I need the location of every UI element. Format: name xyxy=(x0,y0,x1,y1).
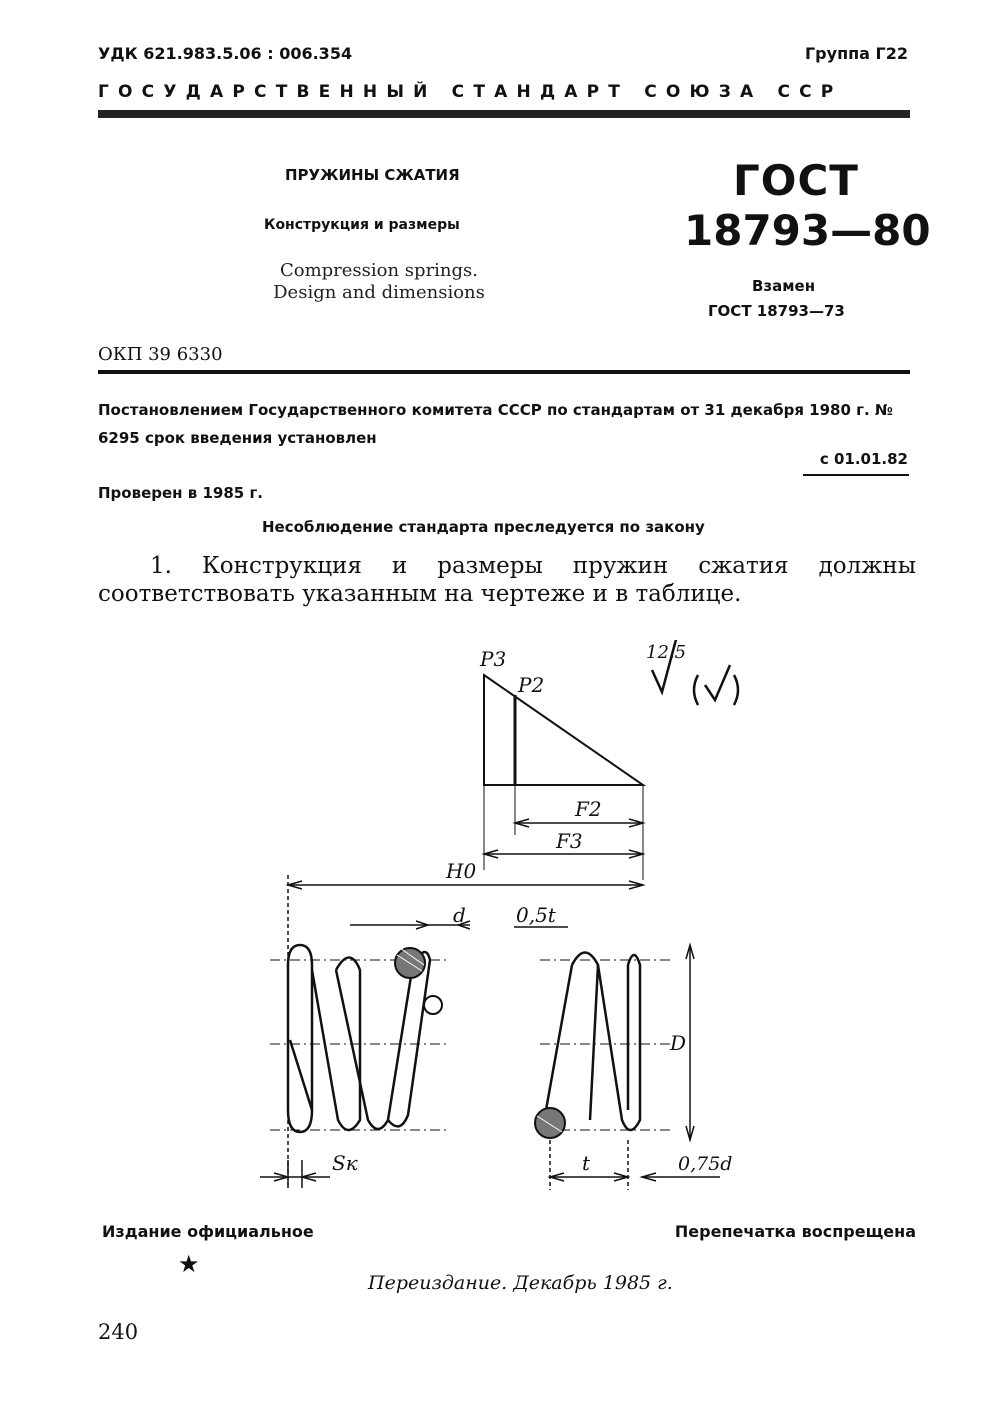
dimension-sk xyxy=(260,1160,330,1188)
label-D: D xyxy=(670,1031,687,1055)
label-sk: Sк xyxy=(332,1151,358,1175)
label-roughness: 12,5 xyxy=(646,642,687,663)
document-title: ПРУЖИНЫ СЖАТИЯ xyxy=(285,166,460,184)
document-subtitle: Конструкция и размеры xyxy=(264,217,460,233)
left-coil-section xyxy=(270,945,450,1132)
label-d: d xyxy=(453,903,466,927)
paragraph-1: 1. Конструкция и размеры пружин сжатия должны соответствовать указанным на чертеже и в таблице. xyxy=(98,553,916,607)
checked-year: Проверен в 1985 г. xyxy=(98,484,263,502)
label-p3: P3 xyxy=(480,647,507,671)
label-h0: H0 xyxy=(446,859,477,883)
header-divider xyxy=(98,110,910,118)
udk-code: УДК 621.983.5.06 : 006.354 xyxy=(98,44,353,63)
label-0-75d: 0,75d xyxy=(678,1153,733,1175)
decree-text: Постановлением Государственного комитета СССР по стандартам от 31 декабря 1980 г. № 6295 срок введения установлен xyxy=(98,401,893,447)
replaces-value: ГОСТ 18793—73 xyxy=(708,302,845,320)
gost-number: 18793—80 xyxy=(684,206,931,255)
okp-code: ОКП 39 6330 xyxy=(98,344,223,365)
english-title-line-1: Compression springs. xyxy=(279,260,479,281)
document-title-english xyxy=(264,260,494,304)
dimension-D xyxy=(686,945,694,1140)
reissue-note: Переиздание. Декабрь 1985 г. xyxy=(368,1272,673,1294)
official-edition: Издание официальное xyxy=(102,1222,314,1241)
introduction-date-underline xyxy=(803,474,909,476)
violation-notice: Несоблюдение стандарта преследуется по закону xyxy=(262,518,705,536)
label-f3: F3 xyxy=(556,829,583,853)
section-divider xyxy=(98,370,910,374)
spring-drawing xyxy=(250,640,770,1200)
state-standard-title: ГОСУДАРСТВЕННЫЙ СТАНДАРТ СОЮЗА ССР xyxy=(98,82,843,102)
label-p2: P2 xyxy=(518,673,545,697)
dimension-d xyxy=(350,921,470,929)
star-icon: ★ xyxy=(178,1250,200,1278)
label-half-t: 0,5t xyxy=(516,903,556,927)
reprint-prohibited: Перепечатка воспрещена xyxy=(674,1222,916,1241)
label-f2: F2 xyxy=(575,797,602,821)
right-coil-section xyxy=(535,953,670,1139)
replaces-label: Взамен xyxy=(752,277,816,295)
gost-label: ГОСТ xyxy=(733,156,859,205)
page-number: 240 xyxy=(98,1320,139,1344)
english-title-line-2: Design and dimensions xyxy=(273,282,485,303)
group-code: Группа Г22 xyxy=(804,44,908,63)
label-t: t xyxy=(582,1151,591,1175)
introduction-date: с 01.01.82 xyxy=(819,450,908,468)
